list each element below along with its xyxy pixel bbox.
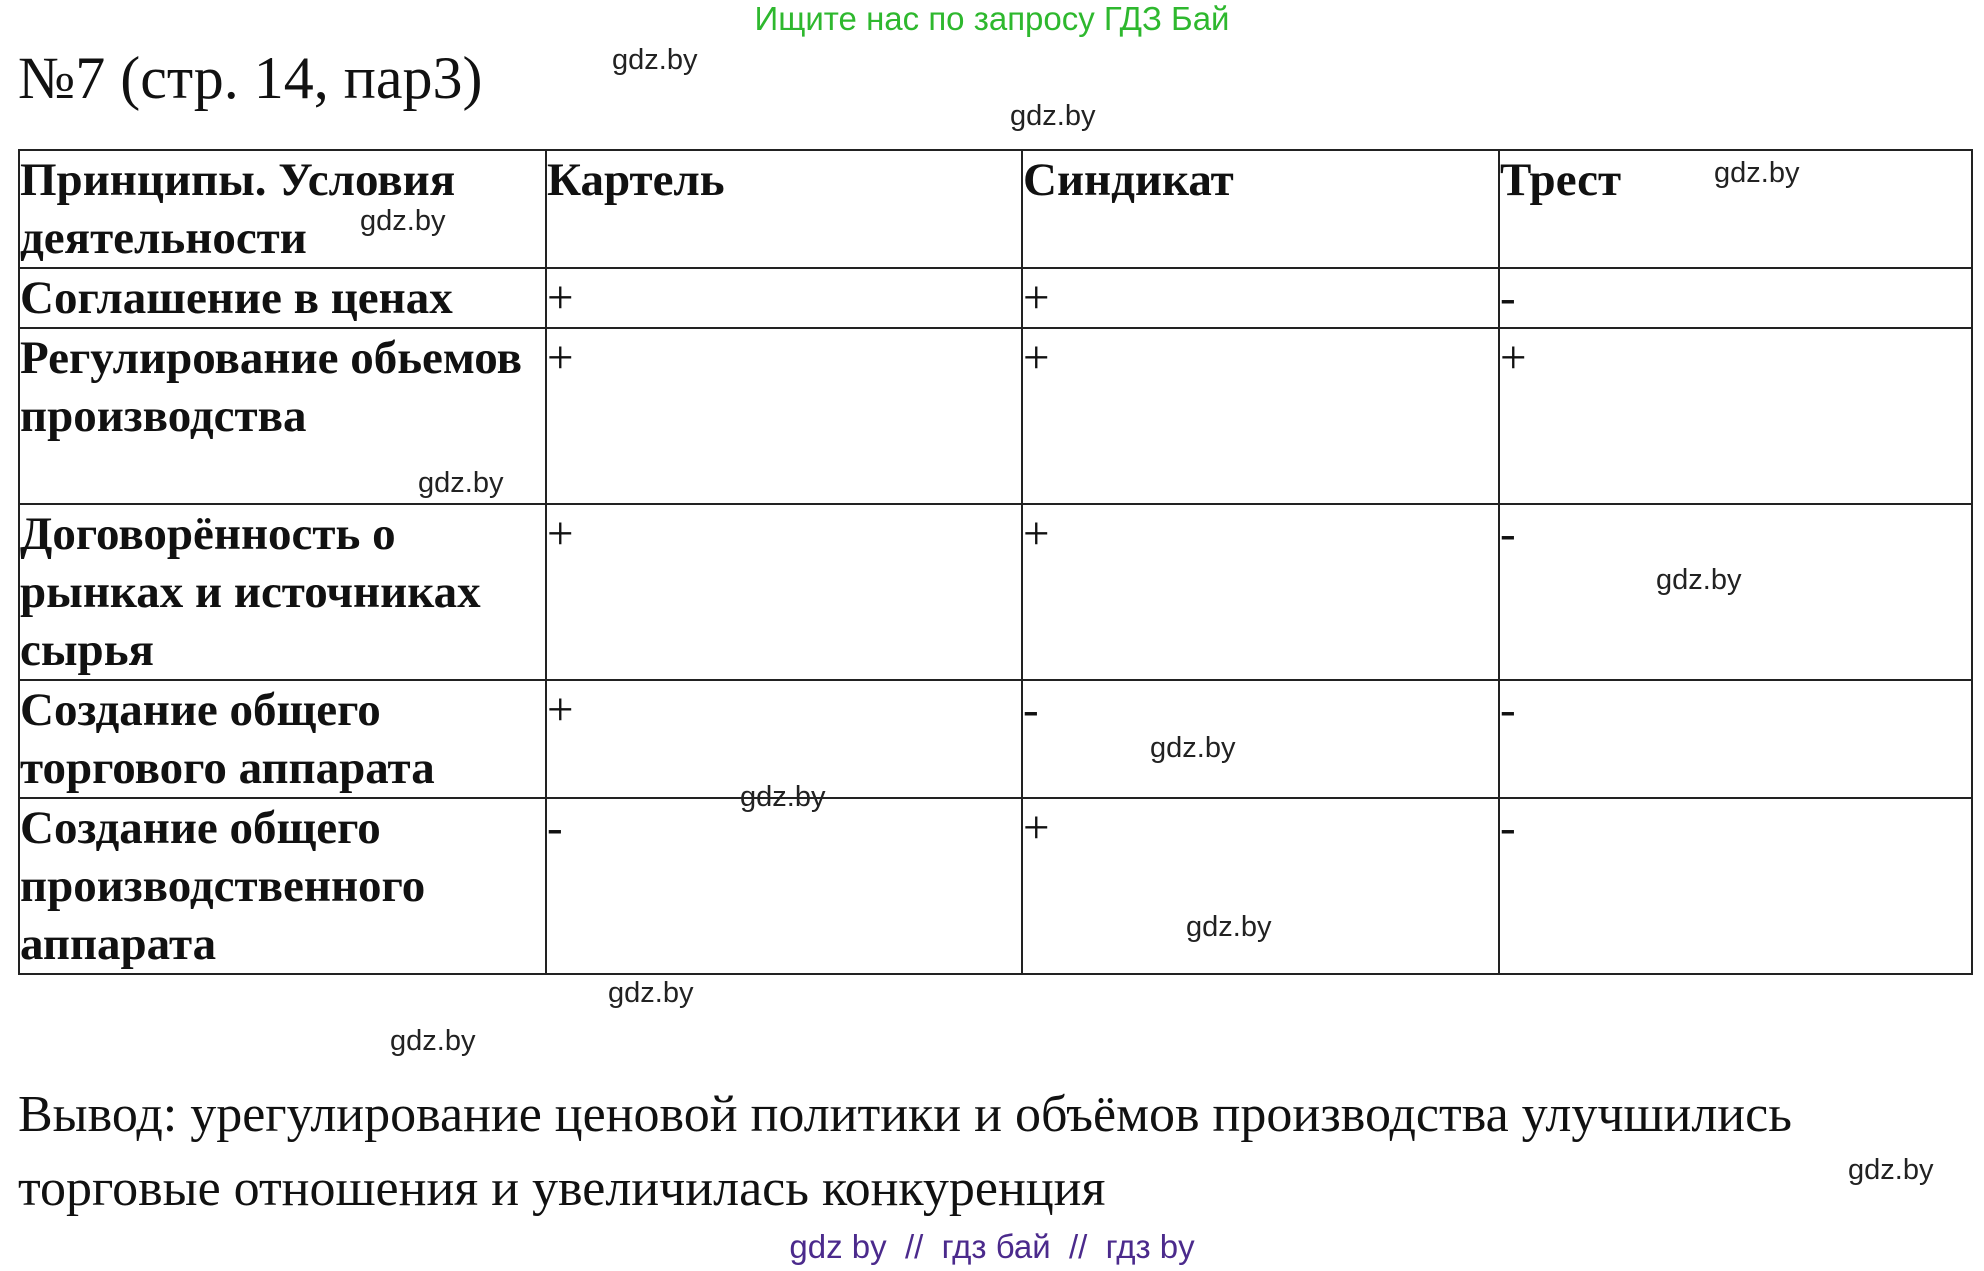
cartel-cell: +: [546, 328, 1022, 504]
header-principles: Принципы. Условия деятельности: [19, 150, 546, 268]
trust-cell: -: [1499, 680, 1972, 798]
syndicate-cell: +: [1022, 798, 1499, 974]
syndicate-cell: +: [1022, 504, 1499, 680]
table-header-row: [19, 150, 1972, 268]
watermark: gdz.by: [1848, 1154, 1934, 1186]
watermark: gdz.by: [360, 205, 446, 237]
comparison-table: [18, 149, 1973, 975]
row-label: Создание общего производственного аппарата: [19, 798, 546, 974]
trust-cell: +: [1499, 328, 1972, 504]
header-cartel: Картель: [546, 150, 1022, 268]
footer-watermark: gdz by // гдз бай // гдз by: [789, 1228, 1195, 1265]
search-banner: Ищите нас по запросу ГДЗ Бай: [754, 0, 1230, 37]
table-row: [19, 680, 1972, 798]
task-title: №7 (стр. 14, пар3): [18, 45, 483, 111]
table-row: [19, 798, 1972, 974]
header-syndicate: Синдикат: [1022, 150, 1499, 268]
table-row: [19, 268, 1972, 328]
conclusion-text: Вывод: урегулирование ценовой политики и объёмов производства улучшились торговые отношения и увеличилась конкуренция: [18, 1086, 1792, 1217]
watermark: gdz.by: [1010, 100, 1096, 132]
syndicate-cell: -: [1022, 680, 1499, 798]
row-label: Договорённость о рынках и источниках сырья: [19, 504, 546, 680]
syndicate-cell: +: [1022, 328, 1499, 504]
watermark: gdz.by: [1186, 911, 1272, 943]
trust-cell: -: [1499, 798, 1972, 974]
watermark: gdz.by: [608, 977, 694, 1009]
watermark: gdz.by: [390, 1025, 476, 1057]
row-label: Соглашение в ценах: [19, 268, 546, 328]
trust-cell: -: [1499, 268, 1972, 328]
header-trust: Трест: [1499, 150, 1972, 268]
row-label: Создание общего торгового аппарата: [19, 680, 546, 798]
row-label: Регулирование обьемов производства: [19, 328, 546, 504]
table-row: [19, 328, 1972, 504]
watermark: gdz.by: [740, 781, 826, 813]
cartel-cell: +: [546, 680, 1022, 798]
syndicate-cell: +: [1022, 268, 1499, 328]
watermark: gdz.by: [1150, 732, 1236, 764]
cartel-cell: +: [546, 504, 1022, 680]
watermark: gdz.by: [1714, 157, 1800, 189]
watermark: gdz.by: [612, 44, 698, 76]
cartel-cell: -: [546, 798, 1022, 974]
cartel-cell: +: [546, 268, 1022, 328]
watermark: gdz.by: [418, 467, 504, 499]
watermark: gdz.by: [1656, 564, 1742, 596]
trust-cell: -: [1499, 504, 1972, 680]
